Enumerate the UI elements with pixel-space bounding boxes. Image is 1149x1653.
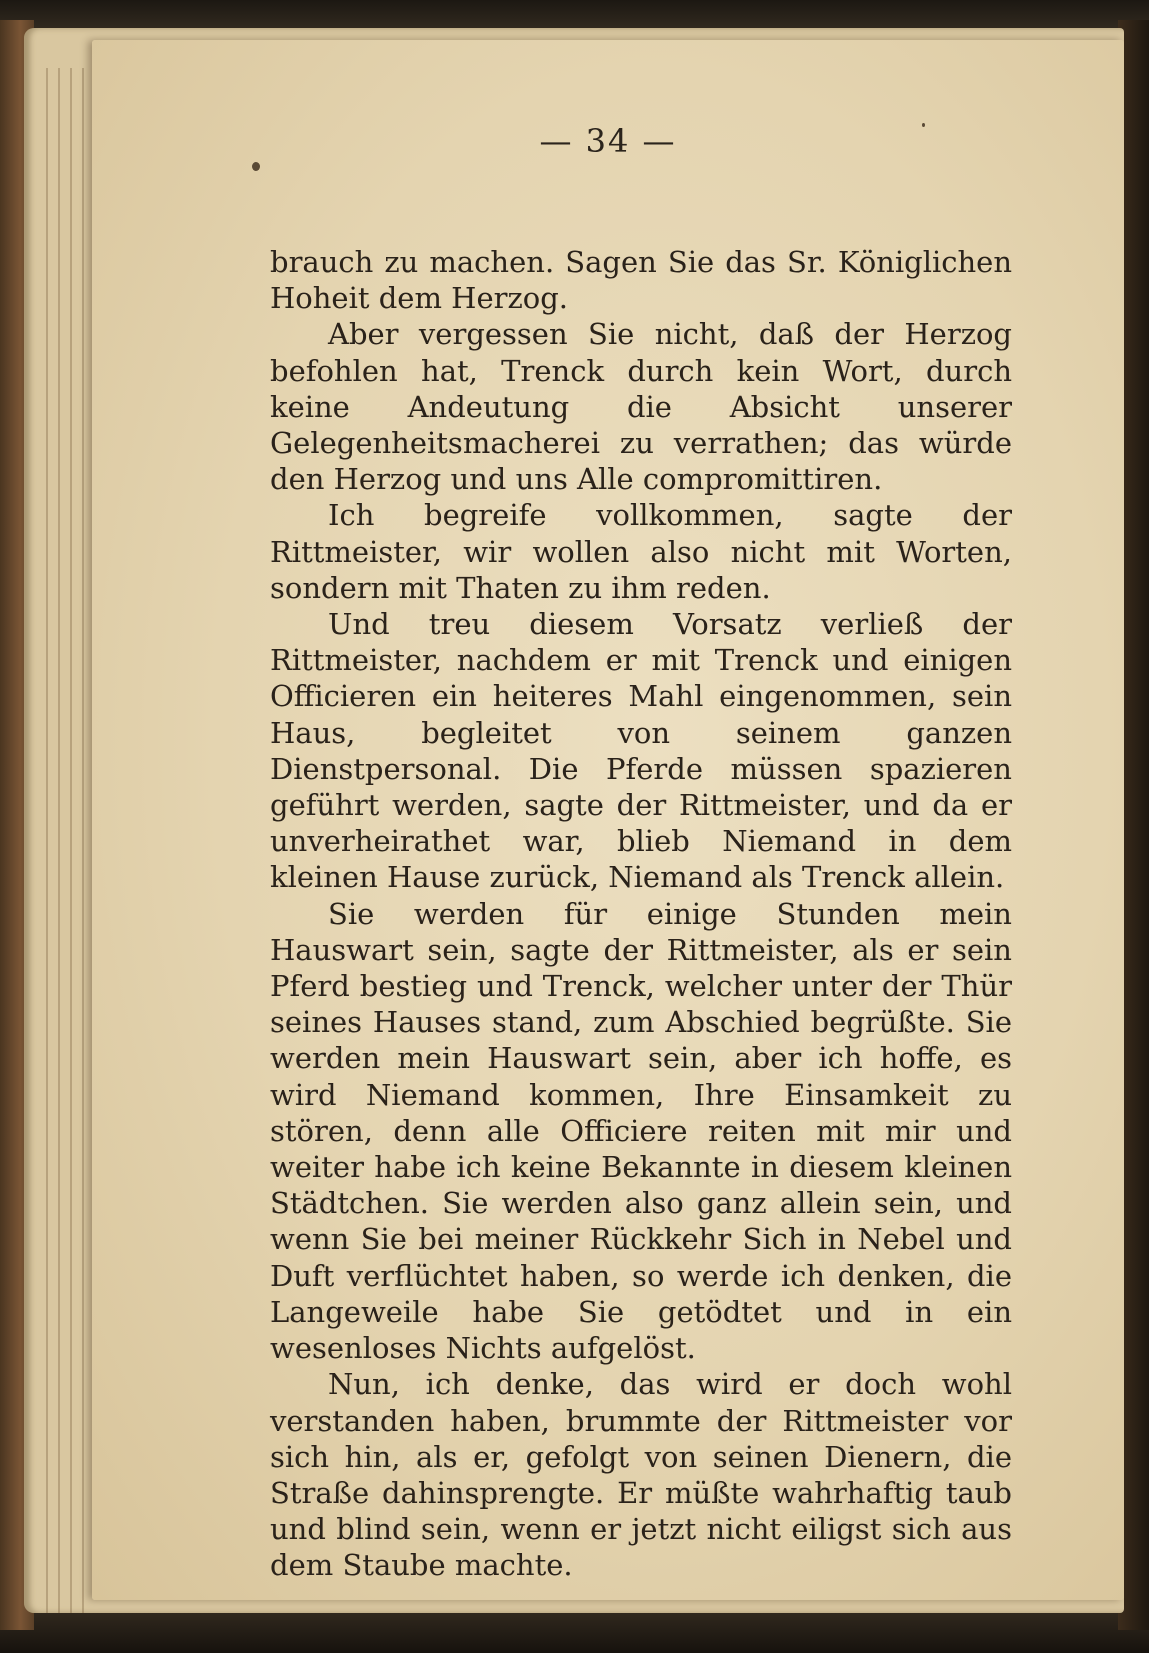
- paper-speck: [252, 162, 260, 171]
- page-edge-line: [58, 68, 60, 1613]
- page-edge-line: [70, 68, 72, 1613]
- page-number: — 34 —: [539, 122, 677, 160]
- paragraph: Sie werden für einige Stunden mein Hauswart sein, sagte der Rittmeister, als er sein Pferd bestieg und Trenck, welcher unter der Thür seines Hauses stand, zum Abschied begrüßte. Sie werden mein Hauswart sein, aber ich hoffe, es wird Niemand kommen, Ihre Einsamkeit zu stören, denn alle Officiere reiten mit mir und weiter habe ich keine Bekannte in diesem kleinen Städtchen. Sie werden also ganz allein sein, und wenn Sie bei meiner Rückkehr Sich in Nebel und Duft verflüchtet haben, so werde ich denken, die Langeweile habe Sie getödtet und in ein wesenloses Nichts aufgelöst.: [270, 896, 1012, 1366]
- page-edge-line: [46, 68, 48, 1613]
- paragraph: Und treu diesem Vorsatz verließ der Rittmeister, nachdem er mit Trenck und einigen Officieren ein heiteres Mahl eingenommen, sein Haus, begleitet von seinem ganzen Dienstpersonal. Die Pferde müssen spazieren geführt werden, sagte der Rittmeister, und da er unverheirathet war, blieb Niemand in dem kleinen Hause zurück, Niemand als Trenck allein.: [270, 607, 1012, 895]
- paragraph: brauch zu machen. Sagen Sie das Sr. Königlichen Hoheit dem Herzog.: [270, 245, 1012, 316]
- paragraph: Ich begreife vollkommen, sagte der Rittmeister, wir wollen also nicht mit Worten, sondern mit Thaten zu ihm reden.: [270, 498, 1012, 605]
- paragraph: Nun, ich denke, das wird er doch wohl verstanden haben, brummte der Rittmeister vor sich hin, als er, gefolgt von seinen Dienern, die Straße dahinsprengte. Er müßte wahrhaftig taub und blind sein, wenn er jetzt nicht eiligst sich aus dem Staube machte.: [270, 1367, 1012, 1583]
- page-text: [270, 244, 1012, 1584]
- paragraph: Aber vergessen Sie nicht, daß der Herzog befohlen hat, Trenck durch kein Wort, durch keine Andeutung die Absicht unserer Gelegenheitsmacherei zu verrathen; das würde den Herzog und uns Alle compromittiren.: [270, 317, 1012, 497]
- book-page: [92, 40, 1124, 1600]
- page-edge-line: [82, 68, 84, 1613]
